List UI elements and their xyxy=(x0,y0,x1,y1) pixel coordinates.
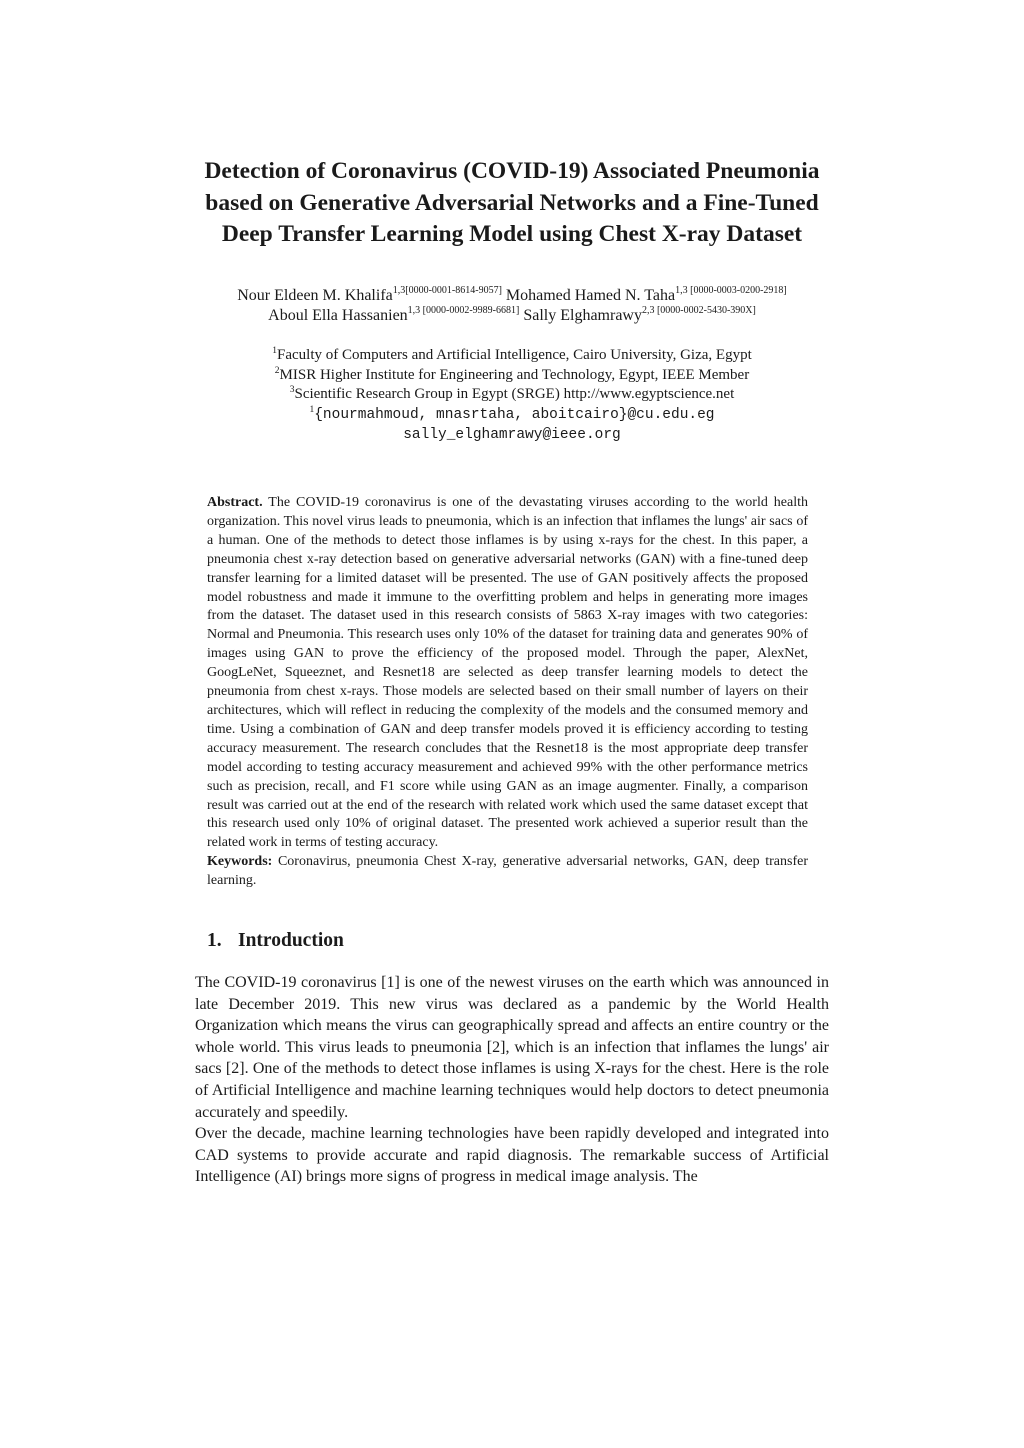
author-affiliation-orcid: 1,3 [0000-0003-0200-2918] xyxy=(675,285,787,296)
email-marker: 1 xyxy=(309,404,315,415)
author-affiliation-orcid: 2,3 [0000-0002-5430-390X] xyxy=(641,305,756,316)
body-paragraph: Over the decade, machine learning technologies have been rapidly developed and integrated into CAD systems to provide accurate and rapid diagnosis. The remarkable success of Artificial Intelligence (AI) brings more signs of progress in medical image analysis. The xyxy=(195,1125,829,1186)
title-line: Detection of Coronavirus (COVID-19) Associated Pneumonia xyxy=(204,158,820,184)
keywords-label: Keywords: xyxy=(207,854,273,870)
section-number: 1. xyxy=(207,930,222,951)
affiliation-line xyxy=(120,346,904,366)
affiliation-line xyxy=(120,385,904,405)
email-address: sally_elghamrawy@ieee.org xyxy=(403,427,621,443)
affiliation-marker: 3 xyxy=(289,385,295,395)
abstract-label: Abstract. xyxy=(207,495,263,510)
author-name: Aboul Ella Hassanien xyxy=(268,307,408,324)
introduction-body xyxy=(195,972,829,1188)
author-list xyxy=(120,286,904,326)
affiliations xyxy=(120,346,904,446)
section-title: Introduction xyxy=(238,930,344,951)
abstract xyxy=(207,494,808,891)
affiliation-line xyxy=(120,366,904,386)
abstract-paragraph xyxy=(207,494,808,853)
author-name: Nour Eldeen M. Khalifa xyxy=(237,287,393,304)
email-line xyxy=(120,405,904,426)
author-name: Mohamed Hamed N. Taha xyxy=(505,287,676,304)
affiliation-text: MISR Higher Institute for Engineering and Technology, Egypt, IEEE Member xyxy=(279,366,750,383)
email-addresses: {nourmahmoud, mnasrtaha, aboitcairo}@cu.edu.eg xyxy=(314,406,715,423)
author-name: Sally Elghamrawy xyxy=(523,307,642,324)
author-affiliation-orcid: 1,3 [0000-0002-9989-6681] xyxy=(407,305,520,316)
paper-title xyxy=(150,156,874,251)
affiliation-text: Faculty of Computers and Artificial Intelligence, Cairo University, Giza, Egypt xyxy=(277,347,752,363)
section-heading xyxy=(207,928,344,954)
body-paragraph: The COVID-19 coronavirus [1] is one of the newest viruses on the earth which was announced in late December 2019. This new virus was declared as a pandemic by the World Health Organization which means the virus can geographically spread and affects an entire country or the whole world. This virus leads to pneumonia [2], which is an infection that inflames the lungs' air sacs [2]. One of the methods to detect those inflames is using X-rays for the chest. Here is the role of Artificial Intelligence and machine learning techniques would help doctors to detect pneumonia accurately and speedily. xyxy=(195,974,829,1121)
email-line xyxy=(120,425,904,446)
author-line xyxy=(120,306,904,326)
affiliation-marker: 1 xyxy=(272,346,277,356)
author-affiliation-orcid: 1,3[0000-0001-8614-9057] xyxy=(392,285,502,296)
keywords-text: Coronavirus, pneumonia Chest X-ray, generative adversarial networks, GAN, deep transfer learning. xyxy=(207,854,808,889)
affiliation-marker: 2 xyxy=(274,365,280,376)
affiliation-text: Scientific Research Group in Egypt (SRGE) http://www.egyptscience.net xyxy=(294,386,735,402)
title-line: Deep Transfer Learning Model using Chest X-ray Dataset xyxy=(221,221,803,247)
author-line xyxy=(120,286,904,306)
keywords-paragraph xyxy=(207,853,808,891)
title-line: based on Generative Adversarial Networks and a Fine-Tuned xyxy=(205,189,819,216)
abstract-text: The COVID-19 coronavirus is one of the devastating viruses according to the world health organization. This novel virus leads to pneumonia, which is an infection that inflames the lungs' air sacs of a human. One of the methods to detect those inflames is by using x-rays for the chest. In this paper, a pneumonia chest x-ray detection based on generative adversarial networks (GAN) with a fine-tuned deep transfer learning for a limited dataset will be presented. The use of GAN positively affects the proposed model robustness and made it immune to the overfitting problem and helps in generating more images from the dataset. The dataset used in this research consists of 5863 X-ray images with two categories: Normal and Pneumonia. This research uses only 10% of the dataset for training data and generates 90% of images using GAN to prove the efficiency of the proposed model. Through the paper, AlexNet, GoogLeNet, Squeeznet, and Resnet18 are selected as deep transfer learning models to detect the pneumonia from chest x-rays. Those models are selected based on their small number of layers on their architectures, which will reflect in reducing the complexity of the models and the consumed memory and time. Using a combination of GAN and deep transfer models proved it is efficiency according to testing accuracy measurement. The research concludes that the Resnet18 is the most appropriate deep transfer model according to testing accuracy measurement and achieved 99% with the other performance metrics such as precision, recall, and F1 score while using GAN as an image augmenter. Finally, a comparison result was carried out at the end of the research with related work which used the same dataset except that this research used only 10% of original dataset. The presented work achieved a superior result than the related work in terms of testing accuracy. xyxy=(207,495,808,851)
